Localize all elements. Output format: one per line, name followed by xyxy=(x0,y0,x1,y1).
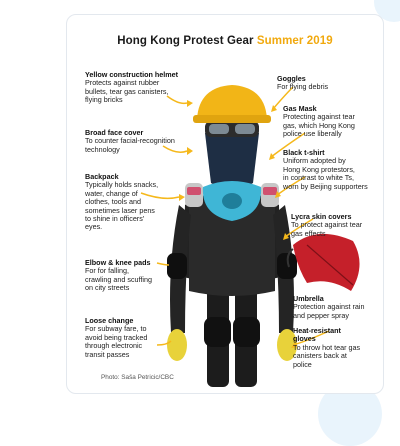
label-elbow-knee xyxy=(85,259,152,293)
label-change-line: through electronic xyxy=(85,341,143,351)
label-face-line: technology xyxy=(85,144,120,154)
label-gasmask-line: Protecting against tear xyxy=(283,112,355,122)
label-gloves-line: To throw hot tear gas xyxy=(293,342,361,352)
label-loose-change xyxy=(85,317,147,359)
label-backpack-line: eyes. xyxy=(85,222,103,232)
label-gasmask-line: police use liberally xyxy=(283,129,342,139)
infographic-card xyxy=(66,14,384,394)
label-change-line: avoid being tracked xyxy=(85,332,148,342)
label-change-line: transit passes xyxy=(85,349,130,359)
label-gloves-line: canisters back at xyxy=(293,351,347,361)
label-helmet-line: Protects against rubber xyxy=(85,78,160,88)
label-gloves-heading-2: gloves xyxy=(293,334,316,344)
label-gloves-line: police xyxy=(293,359,312,369)
label-tshirt-line: Hong Kong protestors, xyxy=(283,164,355,174)
label-lycra-heading: Lycra skin covers xyxy=(291,212,352,221)
chart-title xyxy=(67,35,383,47)
title-text: Hong Kong Protest Gear xyxy=(117,35,254,47)
label-elbow-line: on city streets xyxy=(85,283,130,293)
label-gas-mask xyxy=(283,105,355,139)
label-gasmask-line: gas, which Hong Kong xyxy=(283,120,355,130)
label-umbrella-line: and pepper spray xyxy=(293,310,349,320)
label-gloves xyxy=(293,327,360,369)
label-umbrella xyxy=(293,295,365,320)
label-lycra xyxy=(291,213,362,238)
label-gloves-heading: Heat-resistant xyxy=(293,326,341,335)
label-helmet-heading: Yellow construction helmet xyxy=(85,70,179,79)
label-tshirt-line: Uniform adopted by xyxy=(283,156,346,166)
label-face-cover xyxy=(85,129,175,154)
label-elbow-line: crawling and scuffing xyxy=(85,274,152,284)
label-lycra-line: To protect against tear xyxy=(291,220,363,230)
label-goggles-heading: Goggles xyxy=(277,74,306,83)
label-elbow-heading: Elbow & knee pads xyxy=(85,258,151,267)
label-tshirt-line: worn by Beijing supporters xyxy=(283,181,368,191)
label-helmet-line: flying bricks xyxy=(85,95,123,105)
label-tshirt-heading: Black t-shirt xyxy=(283,148,325,157)
label-goggles-line: For flying debris xyxy=(277,82,329,92)
label-backpack xyxy=(85,173,158,232)
photo-credit: Photo: Saša Petricic/CBC xyxy=(101,374,174,381)
label-black-tshirt xyxy=(283,149,368,191)
title-accent: Summer 2019 xyxy=(256,35,333,47)
label-backpack-line: clothes, tools and xyxy=(85,197,141,207)
label-face-line: To counter facial-recognition xyxy=(85,136,175,146)
label-change-heading: Loose change xyxy=(85,316,134,325)
label-gasmask-heading: Gas Mask xyxy=(283,104,317,113)
label-backpack-line: water, change of xyxy=(85,188,138,198)
label-helmet-line: bullets, tear gas canisters, xyxy=(85,86,169,96)
label-change-line: For subway fare, to xyxy=(85,324,147,334)
label-backpack-line: to shine in officers' xyxy=(85,214,145,224)
label-umbrella-line: Protection against rain xyxy=(293,302,365,312)
label-elbow-line: For for falling, xyxy=(85,266,129,276)
label-face-heading: Broad face cover xyxy=(85,128,144,137)
label-goggles xyxy=(277,75,328,92)
label-tshirt-line: in contrast to white Ts, xyxy=(283,173,354,183)
label-lycra-line: gas effects xyxy=(291,228,326,238)
label-helmet xyxy=(85,71,178,105)
label-umbrella-heading: Umbrella xyxy=(293,294,324,303)
label-backpack-heading: Backpack xyxy=(85,172,119,181)
label-backpack-line: Typically holds snacks, xyxy=(85,180,159,190)
label-backpack-line: sometimes laser pens xyxy=(85,205,155,215)
